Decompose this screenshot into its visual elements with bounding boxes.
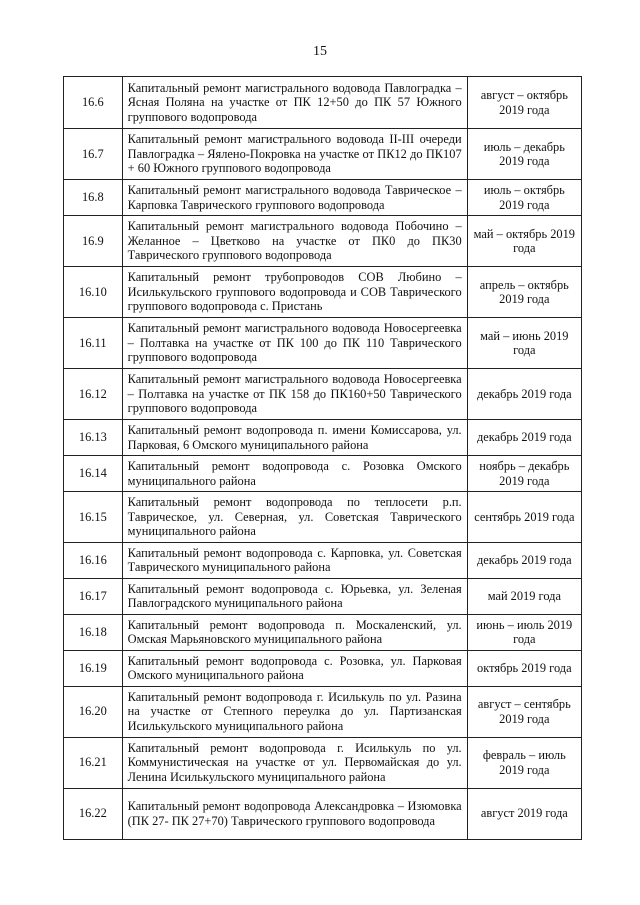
table-row (64, 788, 582, 839)
deadline-cell: август – сентябрь 2019 года (467, 686, 581, 737)
row-number-cell: 16.19 (64, 650, 123, 686)
work-description-cell: Капитальный ремонт магистрального водовода Новосергеевка – Полтавка на участке от ПК 100 до ПК 110 Таврического группового водопровода (122, 318, 467, 369)
repair-plan-table (63, 76, 582, 840)
table-row (64, 267, 582, 318)
work-description-cell: Капитальный ремонт водопровода г. Исилькуль по ул. Разина на участке от Степного переулка до ул. Партизанская Исилькульского муниципального района (122, 686, 467, 737)
deadline-cell: декабрь 2019 года (467, 420, 581, 456)
deadline-cell: июль – октябрь 2019 года (467, 180, 581, 216)
row-number-cell: 16.13 (64, 420, 123, 456)
row-number-cell: 16.14 (64, 456, 123, 492)
deadline-cell: сентябрь 2019 года (467, 492, 581, 543)
row-number-cell: 16.11 (64, 318, 123, 369)
row-number-cell: 16.17 (64, 578, 123, 614)
table-row (64, 318, 582, 369)
table-row (64, 737, 582, 788)
deadline-cell: июнь – июль 2019 года (467, 614, 581, 650)
row-number-cell: 16.15 (64, 492, 123, 543)
table-row (64, 614, 582, 650)
table-row (64, 542, 582, 578)
work-description-cell: Капитальный ремонт магистрального водовода II-III очереди Павлоградка – Яялено-Покровка на участке от ПК12 до ПК107 + 60 Южного группового водопровода (122, 129, 467, 180)
page-number: 15 (313, 44, 327, 59)
work-description-cell: Капитальный ремонт водопровода с. Розовка, ул. Парковая Омского муниципального района (122, 650, 467, 686)
row-number-cell: 16.9 (64, 216, 123, 267)
work-description-cell: Капитальный ремонт водопровода по теплосети р.п. Таврическое, ул. Северная, ул. Советская Таврического муниципального района (122, 492, 467, 543)
row-number-cell: 16.7 (64, 129, 123, 180)
row-number-cell: 16.8 (64, 180, 123, 216)
row-number-cell: 16.10 (64, 267, 123, 318)
deadline-cell: февраль – июль 2019 года (467, 737, 581, 788)
deadline-cell: май – октябрь 2019 года (467, 216, 581, 267)
deadline-cell: октябрь 2019 года (467, 650, 581, 686)
row-number-cell: 16.18 (64, 614, 123, 650)
table-body (64, 77, 582, 840)
work-description-cell: Капитальный ремонт водопровода г. Исилькуль по ул. Коммунистическая на участке от ул. Первомайская до ул. Ленина Исилькульского муниципального района (122, 737, 467, 788)
deadline-cell: декабрь 2019 года (467, 542, 581, 578)
table-row (64, 420, 582, 456)
deadline-cell: июль – декабрь 2019 года (467, 129, 581, 180)
table-row (64, 216, 582, 267)
deadline-cell: май 2019 года (467, 578, 581, 614)
table-row (64, 77, 582, 129)
deadline-cell: ноябрь – декабрь 2019 года (467, 456, 581, 492)
row-number-cell: 16.6 (64, 77, 123, 129)
table-row (64, 492, 582, 543)
work-description-cell: Капитальный ремонт магистрального водовода Павлоградка – Ясная Поляна на участке от ПК 12+50 до ПК 57 Южного группового водопровода (122, 77, 467, 129)
deadline-cell: август 2019 года (467, 788, 581, 839)
work-description-cell: Капитальный ремонт магистрального водовода Побочино – Желанное – Цветково на участке от ПК0 до ПК30 Таврического группового водопровода (122, 216, 467, 267)
table-row (64, 456, 582, 492)
table-row (64, 129, 582, 180)
row-number-cell: 16.22 (64, 788, 123, 839)
row-number-cell: 16.21 (64, 737, 123, 788)
work-description-cell: Капитальный ремонт водопровода п. имени Комиссарова, ул. Парковая, 6 Омского муниципального района (122, 420, 467, 456)
work-description-cell: Капитальный ремонт водопровода с. Розовка Омского муниципального района (122, 456, 467, 492)
table-row (64, 686, 582, 737)
table-row (64, 650, 582, 686)
work-description-cell: Капитальный ремонт водопровода Александровка – Изюмовка (ПК 27- ПК 27+70) Таврического группового водопровода (122, 788, 467, 839)
work-description-cell: Капитальный ремонт водопровода с. Юрьевка, ул. Зеленая Павлоградского муниципального района (122, 578, 467, 614)
work-description-cell: Капитальный ремонт магистрального водовода Таврическое – Карповка Таврического группового водопровода (122, 180, 467, 216)
table-row (64, 578, 582, 614)
work-description-cell: Капитальный ремонт водопровода с. Карповка, ул. Советская Таврического муниципального района (122, 542, 467, 578)
deadline-cell: декабрь 2019 года (467, 369, 581, 420)
deadline-cell: апрель – октябрь 2019 года (467, 267, 581, 318)
deadline-cell: август – октябрь 2019 года (467, 77, 581, 129)
row-number-cell: 16.20 (64, 686, 123, 737)
work-description-cell: Капитальный ремонт водопровода п. Москаленский, ул. Омская Марьяновского муниципального района (122, 614, 467, 650)
deadline-cell: май – июнь 2019 года (467, 318, 581, 369)
table-row (64, 180, 582, 216)
row-number-cell: 16.16 (64, 542, 123, 578)
table-row (64, 369, 582, 420)
work-description-cell: Капитальный ремонт магистрального водовода Новосергеевка – Полтавка на участке от ПК 158 до ПК160+50 Таврического группового водопровода (122, 369, 467, 420)
work-description-cell: Капитальный ремонт трубопроводов СОВ Любино – Исилькульского группового водопровода и СОВ Таврического группового водопровода с. Пристань (122, 267, 467, 318)
row-number-cell: 16.12 (64, 369, 123, 420)
